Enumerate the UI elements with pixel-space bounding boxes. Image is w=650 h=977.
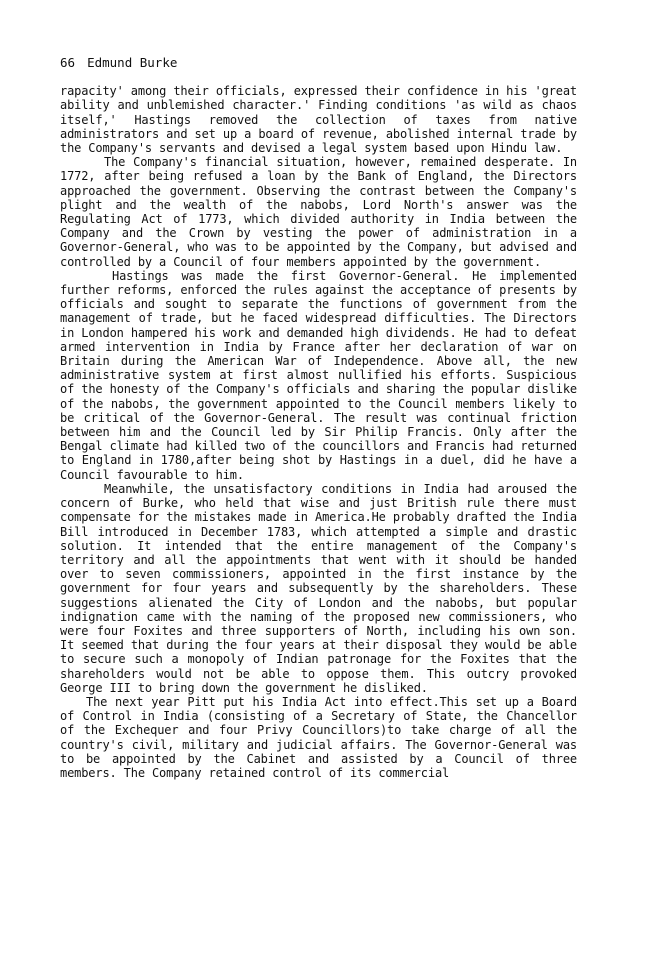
paragraph-2: The Company's financial situation, however, remained desperate. In 1772, after being refused a loan by the Bank of England, the Directors approached the government. Observing the contrast between the Company's plight and the wealth of the nabobs, Lord North's answer was the Regulating Act of 1773, which divided authority in India between the Company and the Crown by vesting the power of administration in a Governor-General, who was to be appointed by the Company, but advised and controlled by a Council of four members appointed by the government. — [60, 155, 577, 269]
running-head — [60, 56, 577, 70]
paragraph-4: Meanwhile, the unsatisfactory conditions in India had aroused the concern of Burke, who held that wise and just British rule there must compensate for the mistakes made in America.He probably drafted the India Bill introduced in December 1783, which attempted a simple and drastic solution. It intended that the entire management of the Company's territory and all the appointments that went with it should be handed over to seven commissioners, appointed in the first instance by the government for four years and subsequently by the shareholders. These suggestions alienated the City of London and the nabobs, but popular indignation came with the naming of the proposed new commissioners, who were four Foxites and three supporters of North, including his own son. It seemed that during the four years at their disposal they would be able to secure such a monopoly of Indian patronage for the Foxites that the shareholders would not be able to oppose them. This outcry provoked George III to bring down the government he disliked. — [60, 481, 577, 695]
page-number: 66 — [60, 55, 76, 70]
running-title: Edmund Burke — [87, 55, 178, 70]
paragraph-3: Hastings was made the first Governor-General. He implemented further reforms, enforced the rules against the acceptance of presents by officials and sought to separate the functions of government from the management of trade, but he faced widespread difficulties. The Directors in London hampered his work and demanded high dividends. He had to defeat armed intervention in India by France after her declaration of war on Britain during the American War of Independence. Above all, the new administrative system at first almost nullified his efforts. Suspicious of the honesty of the Company's officials and sharing the popular dislike of the nabobs, the government appointed to the Council members likely to be critical of the Governor-General. The result was continual friction between him and the Council led by Sir Philip Francis. Only after the Bengal climate had killed two of the councillors and Francis had returned to England in 1780,after being shot by Hastings in a duel, did he have a Council favourable to him. — [60, 268, 577, 482]
paragraph-5: The next year Pitt put his India Act into effect.This set up a Board of Control in India (consisting of a Secretary of State, the Chancellor of the Exchequer and four Privy Councillors)to take charge of all the country's civil, military and judicial affairs. The Governor-General was to be appointed by the Cabinet and assisted by a Council of three members. The Company retained control of its commercial — [60, 694, 577, 780]
paragraph-1: rapacity' among their officials, expressed their confidence in his 'great ability and unblemished character.' Finding conditions 'as wild as chaos itself,' Hastings removed the collection of taxes from native administrators and set up a board of revenue, abolished internal trade by the Company's servants and devised a legal system based upon Hindu law. — [60, 84, 577, 156]
book-page — [60, 56, 577, 780]
